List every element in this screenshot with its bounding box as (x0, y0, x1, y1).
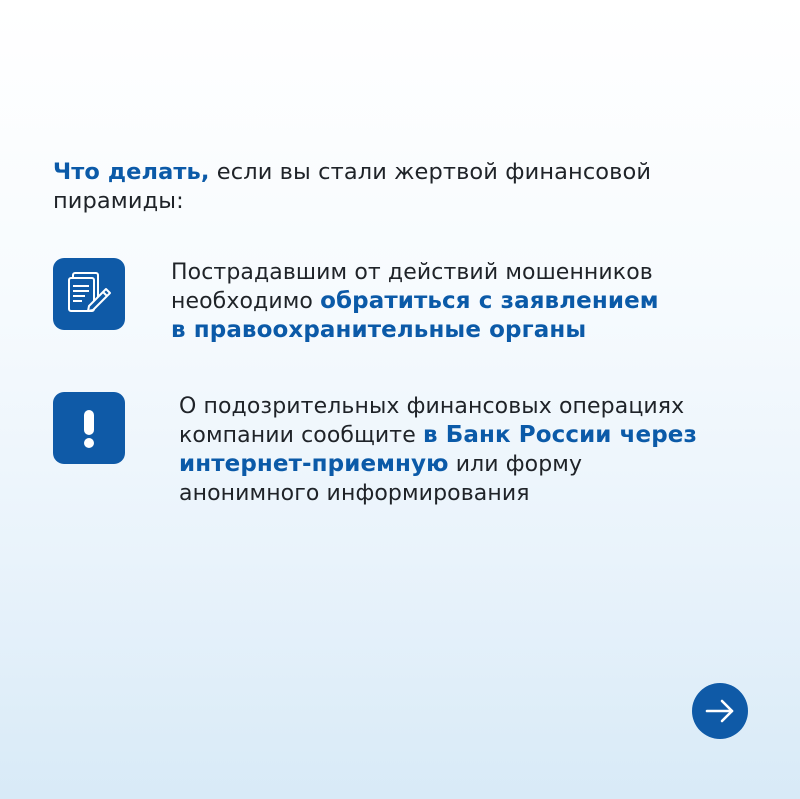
item-accent-line: в правоохранительные органы (171, 317, 587, 343)
next-button[interactable] (692, 683, 748, 739)
item-line-2 (171, 287, 731, 316)
title-accent: Что делать, (53, 159, 210, 185)
title-text: если вы стали жертвой финансовой пирамиды: (53, 159, 652, 214)
item-line-3 (179, 450, 749, 479)
item-line-1: Пострадавшим от действий мошенников (171, 260, 653, 285)
item-accent-text: обратиться с заявлением (320, 288, 659, 314)
exclamation-icon (53, 392, 125, 464)
item-plain-text: необходимо (171, 289, 313, 314)
item-line-2 (179, 421, 749, 450)
item-line-1: О подозрительных финансовых операциях (179, 394, 685, 419)
item-text (171, 258, 731, 345)
item-line-4: анонимного информирования (179, 481, 530, 506)
page-title (53, 158, 753, 216)
item-plain-text: или форму (455, 452, 583, 477)
arrow-right-icon (703, 694, 737, 728)
item-plain-text: компании сообщите (179, 423, 416, 448)
document-pen-icon (53, 258, 125, 330)
item-accent-link-text: интернет-приемную (179, 451, 449, 477)
item-text (179, 392, 749, 508)
item-accent-text: в Банк России через (422, 422, 697, 448)
